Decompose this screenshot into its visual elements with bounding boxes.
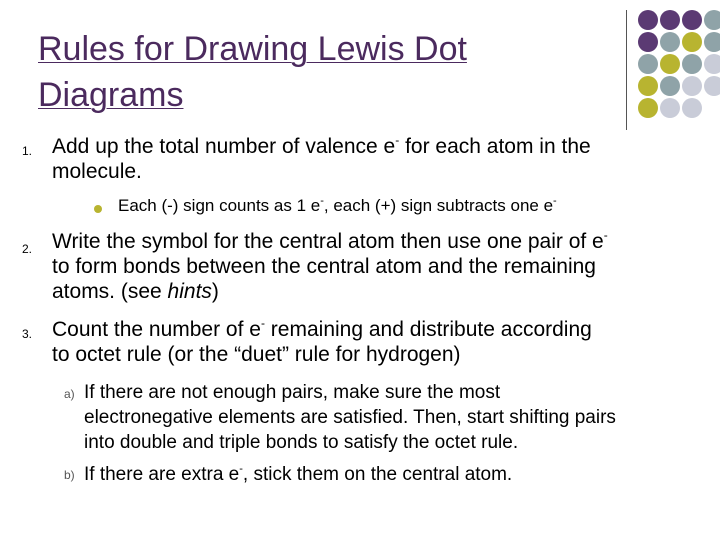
dot: [660, 76, 680, 96]
bullet-dot-icon: [94, 205, 102, 213]
dot: [638, 32, 658, 52]
list-text: Write the symbol for the central atom then use one pair of e- to form bonds between the central atom and the remaining atoms. (see hints): [52, 228, 608, 303]
sub-list-label: a): [64, 387, 75, 401]
dot: [704, 32, 720, 52]
sub-bullet-text: Each (-) sign counts as 1 e-, each (+) sign subtracts one e-: [118, 195, 557, 215]
dot: [660, 32, 680, 52]
slide-title: Rules for Drawing Lewis Dot Diagrams: [38, 30, 467, 114]
dot: [682, 32, 702, 52]
dot: [638, 76, 658, 96]
dot: [638, 54, 658, 74]
list-text: Add up the total number of valence e- for each atom in the molecule.: [52, 133, 591, 183]
divider-line: [626, 10, 627, 130]
dot: [704, 54, 720, 74]
dot: [682, 54, 702, 74]
dot: [682, 10, 702, 30]
list-number: 3.: [22, 327, 33, 341]
list-number: 1.: [22, 144, 33, 158]
sub-list-text: If there are extra e-, stick them on the central atom.: [84, 463, 513, 485]
sub-list-text: If there are not enough pairs, make sure the most electronegative elements are satisfied. Then, start shifting pairs into double and triple bonds to satisfy the octet rule.: [84, 382, 616, 453]
sub-list-label: b): [64, 468, 75, 482]
dot: [638, 10, 658, 30]
dot: [660, 98, 680, 118]
dot: [682, 76, 702, 96]
dot: [638, 98, 658, 118]
dot: [660, 10, 680, 30]
list-number: 2.: [22, 242, 33, 256]
dot: [682, 98, 702, 118]
dot: [660, 54, 680, 74]
dot: [704, 10, 720, 30]
list-text: Count the number of e- remaining and distribute according to octet rule (or the “duet” rule for hydrogen): [52, 316, 592, 366]
dot: [704, 76, 720, 96]
